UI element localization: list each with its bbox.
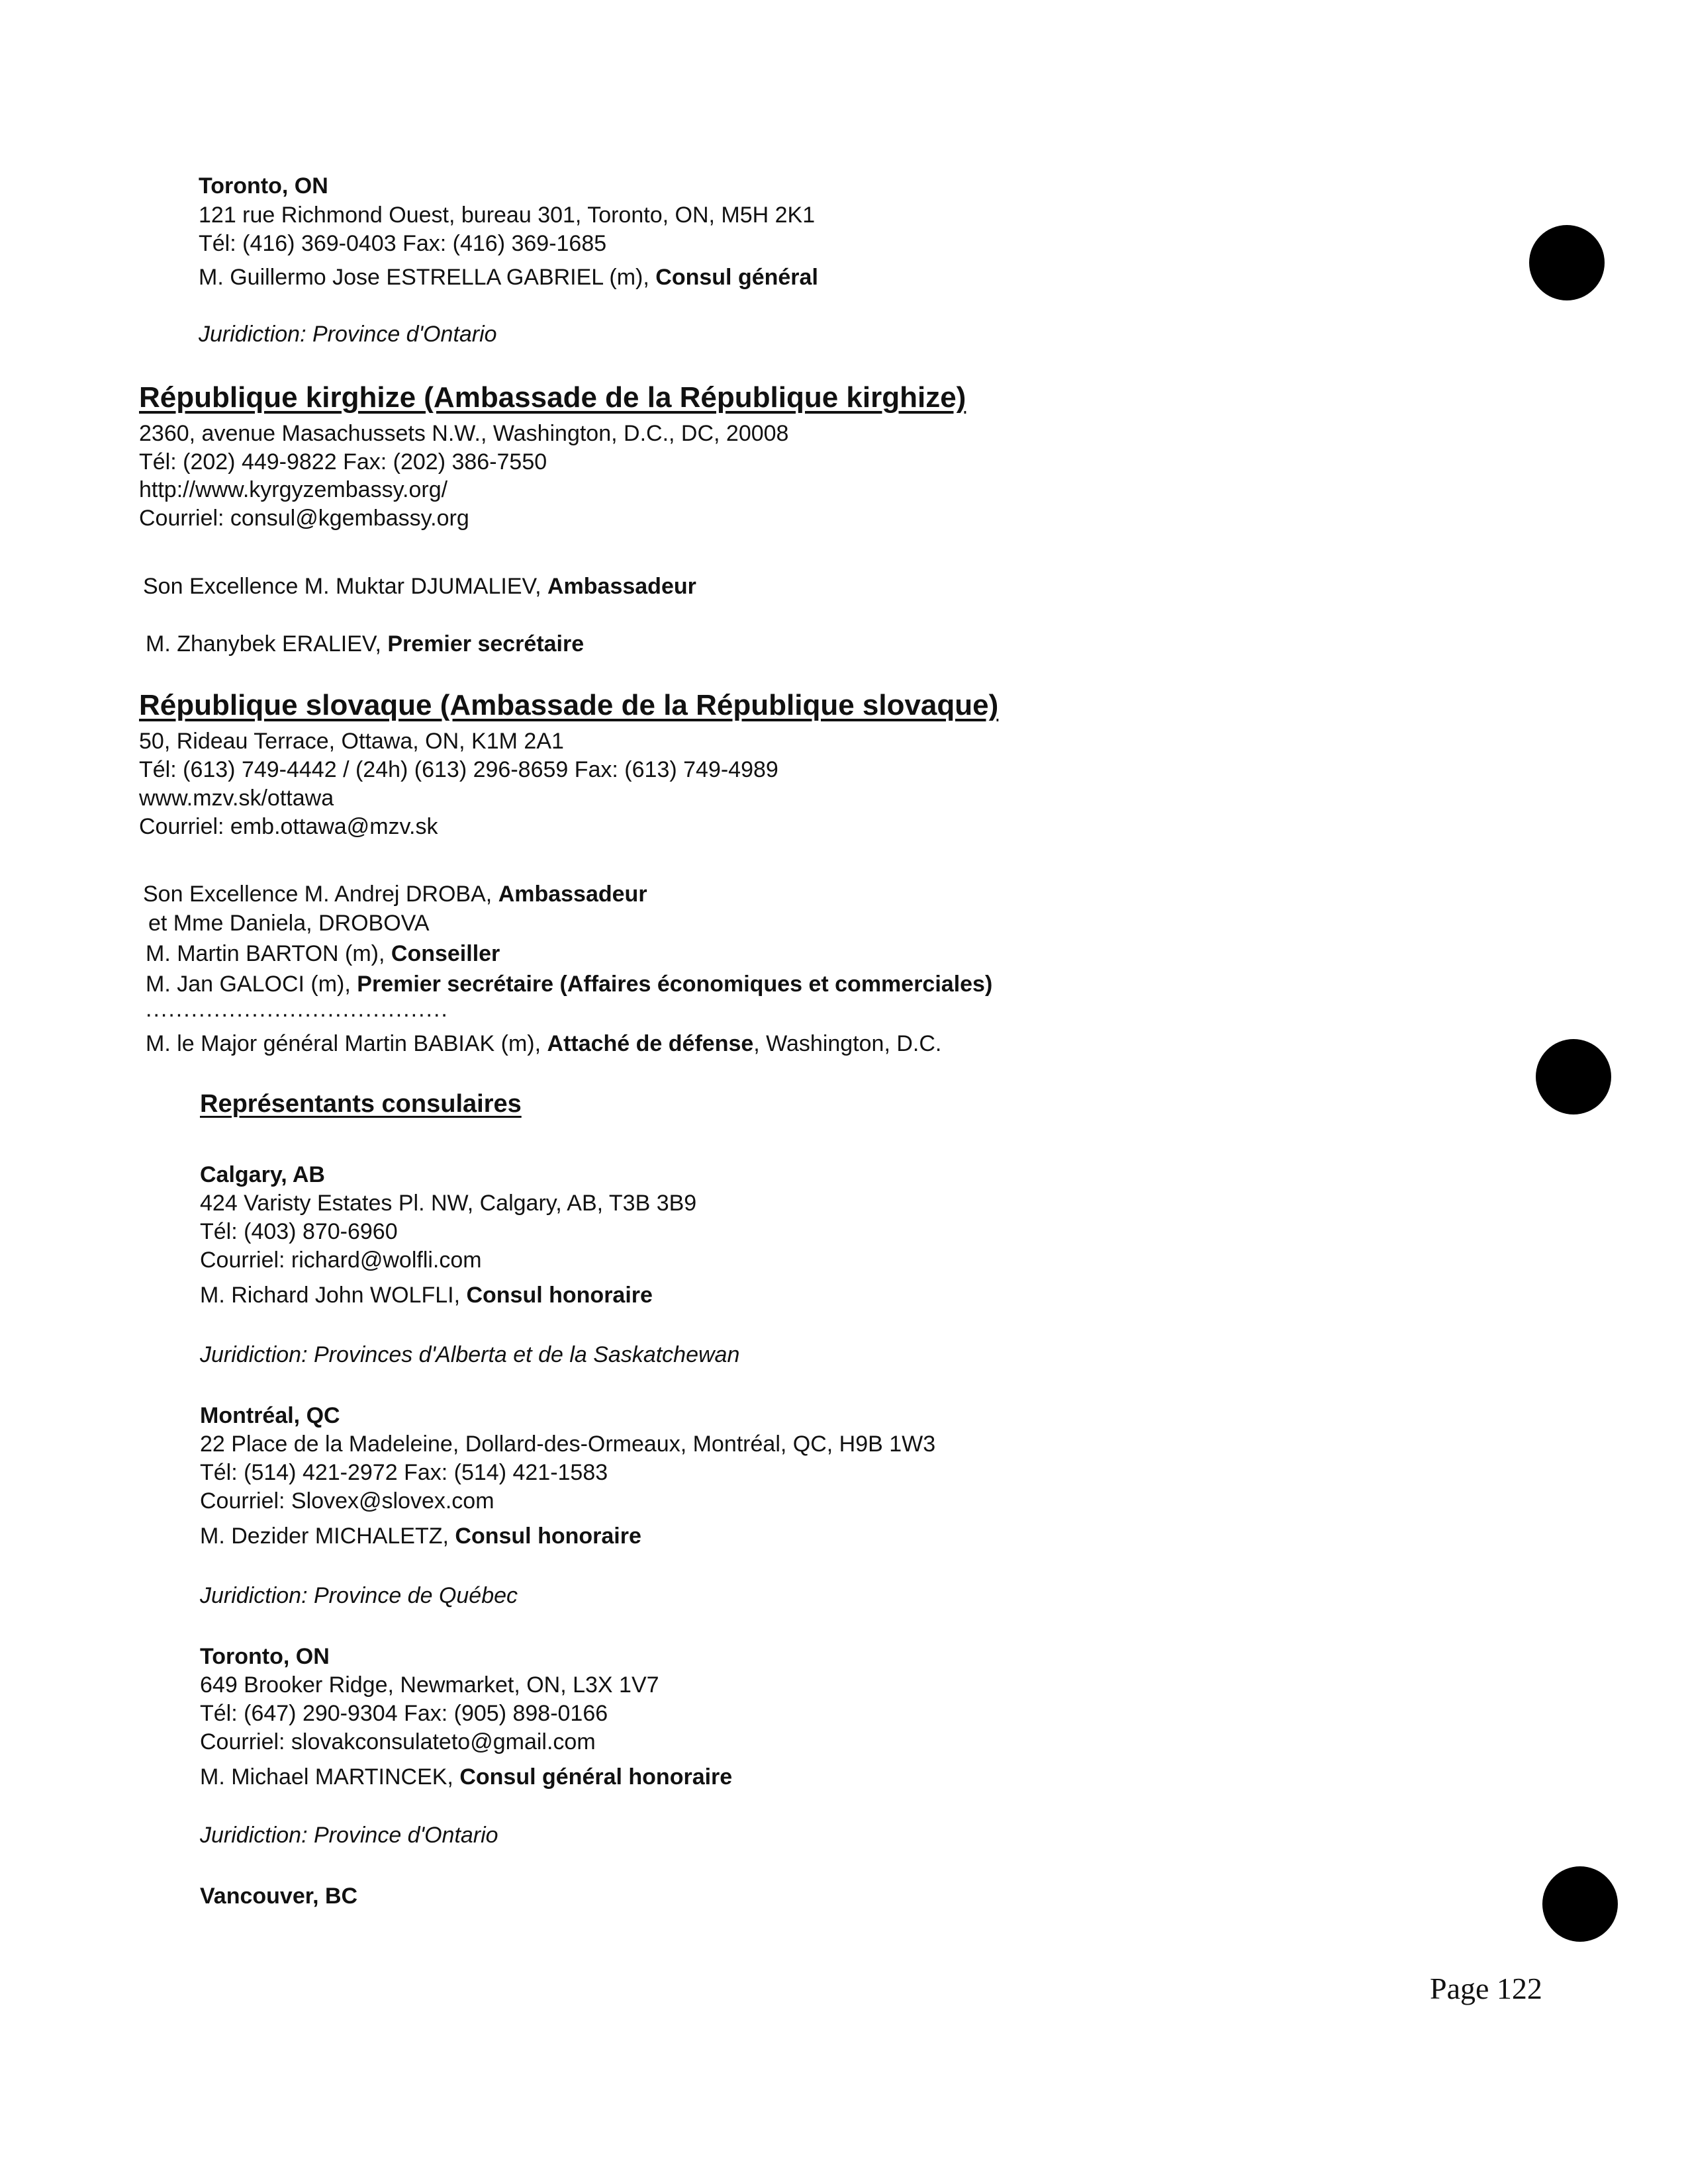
consul-entry (199, 263, 818, 291)
email: Courriel: emb.ottawa@mzv.sk (139, 814, 438, 839)
dotted-separator: ........................................ (146, 997, 449, 1022)
address: 649 Brooker Ridge, Newmarket, ON, L3X 1V7 (200, 1672, 659, 1698)
person-title: Premier secrétaire (Affaires économiques et commerciales) (357, 972, 993, 997)
person-title: Consul général (655, 265, 818, 290)
phone: Tél: (613) 749-4442 / (24h) (613) 296-8659 Fax: (613) 749-4989 (139, 757, 778, 782)
jurisdiction: Juridiction: Provinces d'Alberta et de la Saskatchewan (200, 1342, 740, 1367)
country-heading-slovak: République slovaque (Ambassade de la République slovaque) (139, 689, 999, 721)
staff-entry (143, 572, 696, 600)
staff-entry (148, 909, 430, 937)
jurisdiction: Juridiction: Province d'Ontario (200, 1823, 498, 1848)
address: 22 Place de la Madeleine, Dollard-des-Ormeaux, Montréal, QC, H9B 1W3 (200, 1432, 936, 1457)
address: 50, Rideau Terrace, Ottawa, ON, K1M 2A1 (139, 729, 564, 754)
punch-hole-top (1529, 225, 1605, 300)
person-title: Attaché de défense (547, 1031, 754, 1056)
person-title: Ambassadeur (498, 882, 647, 907)
person-name: M. Jan GALOCI (m), (146, 972, 351, 997)
consul-entry (200, 1281, 653, 1309)
phone: Tél: (647) 290-9304 Fax: (905) 898-0166 (200, 1701, 608, 1726)
address: 2360, avenue Masachussets N.W., Washington, D.C., DC, 20008 (139, 421, 789, 446)
city-heading: Toronto, ON (199, 173, 328, 199)
person-name: M. Dezider MICHALETZ, (200, 1524, 449, 1549)
staff-entry (146, 940, 500, 968)
staff-entry (143, 880, 647, 908)
jurisdiction: Juridiction: Province de Québec (200, 1583, 518, 1608)
person-name: M. le Major général Martin BABIAK (m), (146, 1031, 541, 1056)
address: 121 rue Richmond Ouest, bureau 301, Toronto, ON, M5H 2K1 (199, 203, 816, 228)
person-name: M. Zhanybek ERALIEV, (146, 631, 381, 657)
punch-hole-bottom (1542, 1866, 1618, 1942)
person-name: M. Michael MARTINCEK, (200, 1764, 453, 1790)
person-title: Premier secrétaire (387, 631, 585, 657)
city-heading: Montréal, QC (200, 1403, 340, 1428)
punch-hole-middle (1536, 1039, 1611, 1115)
city-heading: Toronto, ON (200, 1644, 330, 1669)
person-title: Consul général honoraire (459, 1764, 733, 1790)
consul-entry (200, 1763, 732, 1791)
person-name: Son Excellence M. Muktar DJUMALIEV, (143, 574, 541, 599)
person-name: M. Martin BARTON (m), (146, 941, 385, 966)
city-heading: Calgary, AB (200, 1162, 325, 1187)
website-link[interactable]: http://www.kyrgyzembassy.org/ (139, 477, 448, 502)
phone: Tél: (514) 421-2972 Fax: (514) 421-1583 (200, 1460, 608, 1485)
person-title: Consul honoraire (455, 1524, 641, 1549)
email: Courriel: consul@kgembassy.org (139, 506, 469, 531)
phone: Tél: (403) 870-6960 (200, 1219, 398, 1244)
consular-heading: Représentants consulaires (200, 1090, 522, 1118)
staff-entry (146, 970, 992, 998)
country-heading-kyrgyz: République kirghize (Ambassade de la République kirghize) (139, 381, 966, 414)
person-title: Consul honoraire (466, 1283, 653, 1308)
email: Courriel: slovakconsulateto@gmail.com (200, 1729, 596, 1754)
staff-entry (146, 1030, 941, 1058)
person-name: M. Guillermo Jose ESTRELLA GABRIEL (m), (199, 265, 649, 290)
person-title: Conseiller (391, 941, 500, 966)
email: Courriel: Slovex@slovex.com (200, 1488, 494, 1514)
person-name: et Mme Daniela, DROBOVA (148, 911, 430, 936)
jurisdiction: Juridiction: Province d'Ontario (199, 322, 497, 347)
email: Courriel: richard@wolfli.com (200, 1248, 482, 1273)
website-link[interactable]: www.mzv.sk/ottawa (139, 786, 334, 811)
city-heading: Vancouver, BC (200, 1884, 358, 1909)
person-name: M. Richard John WOLFLI, (200, 1283, 461, 1308)
phone: Tél: (202) 449-9822 Fax: (202) 386-7550 (139, 449, 547, 475)
phone: Tél: (416) 369-0403 Fax: (416) 369-1685 (199, 231, 607, 256)
page-number: Page 122 (1430, 1972, 1542, 2005)
address: 424 Varisty Estates Pl. NW, Calgary, AB, T3B 3B9 (200, 1191, 697, 1216)
person-title: Ambassadeur (547, 574, 696, 599)
person-name: Son Excellence M. Andrej DROBA, (143, 882, 492, 907)
staff-entry (146, 630, 584, 658)
consul-entry (200, 1522, 641, 1550)
person-location: , Washington, D.C. (753, 1031, 942, 1056)
